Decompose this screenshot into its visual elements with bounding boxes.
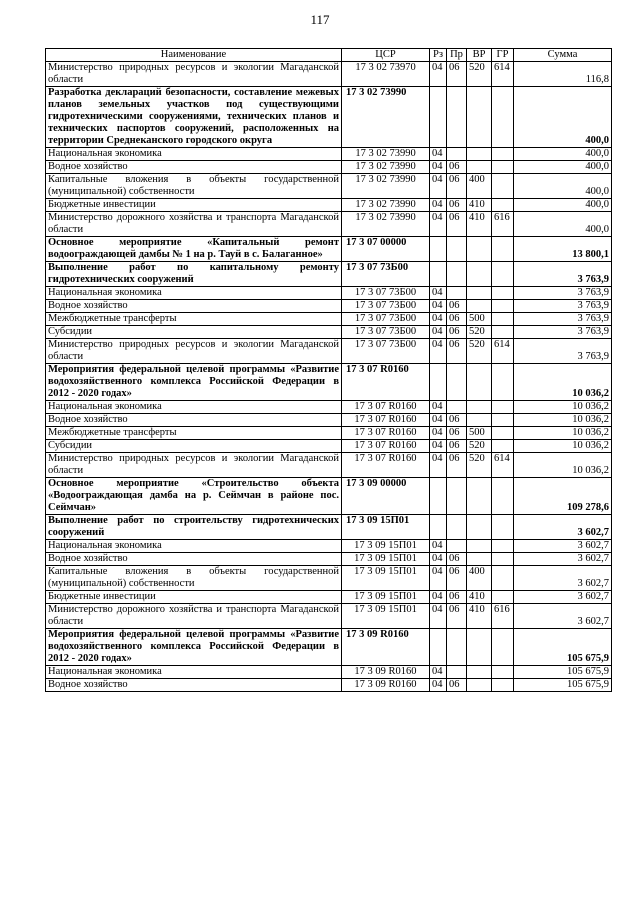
- cell-rz: 04: [430, 566, 447, 591]
- cell-pr: 06: [447, 62, 467, 87]
- cell-csr: 17 3 09 R0160: [342, 629, 430, 666]
- cell-csr: 17 3 02 73990: [342, 212, 430, 237]
- cell-vr: [467, 364, 492, 401]
- cell-gr: [492, 199, 514, 212]
- table-row: [46, 629, 612, 666]
- cell-gr: [492, 174, 514, 199]
- cell-rz: 04: [430, 604, 447, 629]
- cell-vr: 520: [467, 453, 492, 478]
- cell-gr: 614: [492, 62, 514, 87]
- table-row: [46, 401, 612, 414]
- cell-csr: 17 3 07 R0160: [342, 427, 430, 440]
- cell-rz: [430, 515, 447, 540]
- cell-name: Министерство дорожного хозяйства и транспорта Магаданской области: [46, 604, 342, 629]
- cell-csr: 17 3 07 73Б00: [342, 300, 430, 313]
- cell-gr: [492, 679, 514, 692]
- cell-gr: [492, 515, 514, 540]
- table-row: [46, 212, 612, 237]
- cell-name: Национальная экономика: [46, 666, 342, 679]
- cell-name: Межбюджетные трансферты: [46, 313, 342, 326]
- cell-gr: [492, 427, 514, 440]
- cell-sum: 3 763,9: [514, 339, 612, 364]
- cell-csr: 17 3 09 15П01: [342, 591, 430, 604]
- cell-csr: 17 3 07 R0160: [342, 414, 430, 427]
- cell-vr: [467, 87, 492, 148]
- cell-name: Министерство природных ресурсов и экологии Магаданской области: [46, 453, 342, 478]
- cell-rz: 04: [430, 326, 447, 339]
- cell-name: Министерство природных ресурсов и экологии Магаданской области: [46, 62, 342, 87]
- cell-sum: 400,0: [514, 212, 612, 237]
- cell-sum: 10 036,2: [514, 364, 612, 401]
- table-row: [46, 300, 612, 313]
- cell-name: Национальная экономика: [46, 148, 342, 161]
- cell-csr: 17 3 02 73990: [342, 174, 430, 199]
- cell-csr: 17 3 07 73Б00: [342, 326, 430, 339]
- cell-pr: [447, 401, 467, 414]
- table-row: [46, 62, 612, 87]
- cell-vr: 520: [467, 62, 492, 87]
- cell-vr: [467, 478, 492, 515]
- cell-vr: [467, 679, 492, 692]
- cell-vr: [467, 414, 492, 427]
- table-row: [46, 326, 612, 339]
- cell-vr: 410: [467, 591, 492, 604]
- cell-pr: [447, 262, 467, 287]
- cell-rz: 04: [430, 401, 447, 414]
- cell-pr: 06: [447, 553, 467, 566]
- cell-name: Выполнение работ по капитальному ремонту гидротехнических сооружений: [46, 262, 342, 287]
- cell-gr: [492, 87, 514, 148]
- table-row: [46, 666, 612, 679]
- table-row: [46, 679, 612, 692]
- cell-csr: 17 3 07 73Б00: [342, 287, 430, 300]
- cell-pr: 06: [447, 566, 467, 591]
- cell-sum: 400,0: [514, 174, 612, 199]
- cell-pr: 06: [447, 591, 467, 604]
- cell-gr: [492, 300, 514, 313]
- budget-table: [45, 48, 612, 692]
- cell-name: Капитальные вложения в объекты государственной (муниципальной) собственности: [46, 566, 342, 591]
- cell-name: Основное мероприятие «Капитальный ремонт водоограждающей дамбы № 1 на р. Тауй в с. Балаганное»: [46, 237, 342, 262]
- table-row: [46, 515, 612, 540]
- cell-pr: 06: [447, 427, 467, 440]
- cell-sum: 3 602,7: [514, 591, 612, 604]
- table-row: [46, 591, 612, 604]
- cell-csr: 17 3 07 R0160: [342, 364, 430, 401]
- cell-rz: 04: [430, 161, 447, 174]
- cell-name: Субсидии: [46, 326, 342, 339]
- cell-sum: 10 036,2: [514, 427, 612, 440]
- cell-rz: 04: [430, 453, 447, 478]
- cell-rz: [430, 262, 447, 287]
- cell-pr: [447, 629, 467, 666]
- cell-name: Национальная экономика: [46, 540, 342, 553]
- table-row: [46, 453, 612, 478]
- cell-pr: 06: [447, 604, 467, 629]
- cell-rz: 04: [430, 440, 447, 453]
- cell-csr: 17 3 02 73990: [342, 161, 430, 174]
- cell-vr: [467, 262, 492, 287]
- cell-csr: 17 3 02 73990: [342, 148, 430, 161]
- cell-rz: 04: [430, 62, 447, 87]
- cell-sum: 109 278,6: [514, 478, 612, 515]
- cell-vr: [467, 300, 492, 313]
- cell-name: Водное хозяйство: [46, 414, 342, 427]
- table-row: [46, 174, 612, 199]
- cell-rz: 04: [430, 313, 447, 326]
- cell-name: Мероприятия федеральной целевой программы «Развитие водохозяйственного комплекса Российской Федерации в 2012 - 2020 годах»: [46, 364, 342, 401]
- table-row: [46, 553, 612, 566]
- table-row: [46, 199, 612, 212]
- table-header-row: [46, 49, 612, 62]
- cell-name: Разработка деклараций безопасности, составление межевых планов земельных участков под существующими гидротехническими сооружениями, технических планов и технических паспортов сооружений, расположенных на территории Среднеканского городского округа: [46, 87, 342, 148]
- table-row: [46, 566, 612, 591]
- cell-pr: [447, 148, 467, 161]
- cell-csr: 17 3 02 73970: [342, 62, 430, 87]
- cell-rz: 04: [430, 148, 447, 161]
- header-name: Наименование: [46, 49, 342, 62]
- cell-sum: 3 602,7: [514, 604, 612, 629]
- cell-pr: 06: [447, 679, 467, 692]
- table-row: [46, 313, 612, 326]
- cell-sum: 400,0: [514, 161, 612, 174]
- cell-sum: 3 763,9: [514, 262, 612, 287]
- cell-name: Межбюджетные трансферты: [46, 427, 342, 440]
- cell-vr: [467, 666, 492, 679]
- page-number: 117: [310, 12, 330, 27]
- cell-vr: [467, 401, 492, 414]
- cell-rz: [430, 478, 447, 515]
- cell-sum: 10 036,2: [514, 401, 612, 414]
- cell-gr: [492, 414, 514, 427]
- table-row: [46, 427, 612, 440]
- cell-gr: 616: [492, 604, 514, 629]
- cell-name: Водное хозяйство: [46, 553, 342, 566]
- cell-rz: 04: [430, 414, 447, 427]
- cell-sum: 3 602,7: [514, 515, 612, 540]
- cell-gr: 616: [492, 212, 514, 237]
- cell-vr: [467, 540, 492, 553]
- cell-pr: [447, 287, 467, 300]
- header-pr: Пр: [447, 49, 467, 62]
- cell-csr: 17 3 09 15П01: [342, 604, 430, 629]
- cell-sum: 3 763,9: [514, 300, 612, 313]
- cell-gr: [492, 553, 514, 566]
- cell-sum: 3 602,7: [514, 553, 612, 566]
- cell-rz: [430, 629, 447, 666]
- cell-pr: 06: [447, 174, 467, 199]
- cell-sum: 3 602,7: [514, 540, 612, 553]
- cell-rz: 04: [430, 540, 447, 553]
- cell-pr: 06: [447, 339, 467, 364]
- cell-rz: 04: [430, 427, 447, 440]
- table-row: [46, 287, 612, 300]
- cell-rz: 04: [430, 679, 447, 692]
- cell-vr: [467, 629, 492, 666]
- cell-sum: 400,0: [514, 87, 612, 148]
- cell-name: Министерство природных ресурсов и экологии Магаданской области: [46, 339, 342, 364]
- table-row: [46, 540, 612, 553]
- cell-gr: [492, 629, 514, 666]
- cell-name: Водное хозяйство: [46, 161, 342, 174]
- cell-pr: [447, 666, 467, 679]
- cell-csr: 17 3 02 73990: [342, 87, 430, 148]
- table-row: [46, 148, 612, 161]
- cell-vr: [467, 287, 492, 300]
- table-row: [46, 87, 612, 148]
- cell-name: Национальная экономика: [46, 401, 342, 414]
- cell-vr: 400: [467, 566, 492, 591]
- cell-name: Министерство дорожного хозяйства и транспорта Магаданской области: [46, 212, 342, 237]
- cell-rz: 04: [430, 174, 447, 199]
- cell-vr: [467, 148, 492, 161]
- cell-pr: [447, 364, 467, 401]
- cell-vr: 410: [467, 604, 492, 629]
- cell-gr: [492, 364, 514, 401]
- cell-gr: [492, 237, 514, 262]
- table-row: [46, 478, 612, 515]
- cell-gr: [492, 148, 514, 161]
- cell-sum: 10 036,2: [514, 414, 612, 427]
- table-row: [46, 364, 612, 401]
- cell-csr: 17 3 09 15П01: [342, 540, 430, 553]
- cell-gr: 614: [492, 453, 514, 478]
- cell-csr: 17 3 07 R0160: [342, 401, 430, 414]
- cell-rz: 04: [430, 287, 447, 300]
- cell-sum: 3 763,9: [514, 313, 612, 326]
- cell-gr: [492, 287, 514, 300]
- cell-rz: 04: [430, 553, 447, 566]
- cell-sum: 105 675,9: [514, 679, 612, 692]
- header-vr: ВР: [467, 49, 492, 62]
- cell-pr: 06: [447, 212, 467, 237]
- cell-vr: 520: [467, 326, 492, 339]
- cell-gr: [492, 591, 514, 604]
- cell-csr: 17 3 09 15П01: [342, 553, 430, 566]
- cell-name: Водное хозяйство: [46, 300, 342, 313]
- header-sum: Сумма: [514, 49, 612, 62]
- cell-pr: [447, 237, 467, 262]
- cell-vr: 400: [467, 174, 492, 199]
- cell-gr: 614: [492, 339, 514, 364]
- cell-name: Бюджетные инвестиции: [46, 591, 342, 604]
- cell-pr: 06: [447, 326, 467, 339]
- cell-rz: [430, 237, 447, 262]
- cell-rz: 04: [430, 212, 447, 237]
- cell-vr: 500: [467, 313, 492, 326]
- cell-sum: 400,0: [514, 148, 612, 161]
- cell-vr: [467, 515, 492, 540]
- cell-rz: [430, 87, 447, 148]
- cell-gr: [492, 313, 514, 326]
- cell-sum: 3 763,9: [514, 326, 612, 339]
- cell-gr: [492, 262, 514, 287]
- cell-vr: [467, 237, 492, 262]
- cell-pr: [447, 515, 467, 540]
- table-row: [46, 237, 612, 262]
- table-row: [46, 604, 612, 629]
- cell-rz: 04: [430, 199, 447, 212]
- cell-rz: 04: [430, 339, 447, 364]
- cell-sum: 400,0: [514, 199, 612, 212]
- cell-name: Выполнение работ по строительству гидротехнических сооружений: [46, 515, 342, 540]
- cell-sum: 3 763,9: [514, 287, 612, 300]
- cell-gr: [492, 666, 514, 679]
- cell-gr: [492, 326, 514, 339]
- cell-rz: 04: [430, 300, 447, 313]
- cell-gr: [492, 566, 514, 591]
- cell-csr: 17 3 09 15П01: [342, 566, 430, 591]
- cell-gr: [492, 161, 514, 174]
- cell-vr: 410: [467, 212, 492, 237]
- cell-vr: [467, 161, 492, 174]
- cell-gr: [492, 440, 514, 453]
- table-row: [46, 161, 612, 174]
- cell-pr: 06: [447, 313, 467, 326]
- cell-csr: 17 3 09 15П01: [342, 515, 430, 540]
- cell-csr: 17 3 07 73Б00: [342, 262, 430, 287]
- cell-name: Мероприятия федеральной целевой программы «Развитие водохозяйственного комплекса Российской Федерации в 2012 - 2020 годах»: [46, 629, 342, 666]
- cell-rz: [430, 364, 447, 401]
- cell-vr: 520: [467, 440, 492, 453]
- table-row: [46, 262, 612, 287]
- cell-vr: 410: [467, 199, 492, 212]
- table-row: [46, 414, 612, 427]
- cell-sum: 10 036,2: [514, 453, 612, 478]
- cell-pr: 06: [447, 300, 467, 313]
- cell-name: Основное мероприятие «Строительство объекта «Водоограждающая дамба на р. Сеймчан в районе пос. Сеймчан»: [46, 478, 342, 515]
- cell-name: Бюджетные инвестиции: [46, 199, 342, 212]
- cell-gr: [492, 401, 514, 414]
- cell-rz: 04: [430, 666, 447, 679]
- cell-sum: 116,8: [514, 62, 612, 87]
- header-csr: ЦСР: [342, 49, 430, 62]
- cell-name: Водное хозяйство: [46, 679, 342, 692]
- cell-csr: 17 3 07 R0160: [342, 453, 430, 478]
- cell-sum: 10 036,2: [514, 440, 612, 453]
- cell-csr: 17 3 07 73Б00: [342, 313, 430, 326]
- cell-sum: 3 602,7: [514, 566, 612, 591]
- cell-sum: 105 675,9: [514, 666, 612, 679]
- header-gr: ГР: [492, 49, 514, 62]
- cell-gr: [492, 540, 514, 553]
- cell-pr: [447, 87, 467, 148]
- cell-pr: 06: [447, 453, 467, 478]
- cell-sum: 105 675,9: [514, 629, 612, 666]
- cell-sum: 13 800,1: [514, 237, 612, 262]
- cell-csr: 17 3 09 00000: [342, 478, 430, 515]
- cell-pr: [447, 540, 467, 553]
- cell-pr: 06: [447, 440, 467, 453]
- cell-csr: 17 3 02 73990: [342, 199, 430, 212]
- cell-pr: [447, 478, 467, 515]
- cell-pr: 06: [447, 414, 467, 427]
- cell-pr: 06: [447, 199, 467, 212]
- table-row: [46, 339, 612, 364]
- cell-csr: 17 3 07 73Б00: [342, 339, 430, 364]
- cell-name: Субсидии: [46, 440, 342, 453]
- cell-name: Капитальные вложения в объекты государственной (муниципальной) собственности: [46, 174, 342, 199]
- cell-rz: 04: [430, 591, 447, 604]
- cell-pr: 06: [447, 161, 467, 174]
- cell-csr: 17 3 09 R0160: [342, 679, 430, 692]
- cell-csr: 17 3 07 00000: [342, 237, 430, 262]
- cell-vr: 500: [467, 427, 492, 440]
- cell-vr: [467, 553, 492, 566]
- cell-csr: 17 3 07 R0160: [342, 440, 430, 453]
- cell-gr: [492, 478, 514, 515]
- header-rz: Рз: [430, 49, 447, 62]
- cell-vr: 520: [467, 339, 492, 364]
- cell-csr: 17 3 09 R0160: [342, 666, 430, 679]
- table-row: [46, 440, 612, 453]
- cell-name: Национальная экономика: [46, 287, 342, 300]
